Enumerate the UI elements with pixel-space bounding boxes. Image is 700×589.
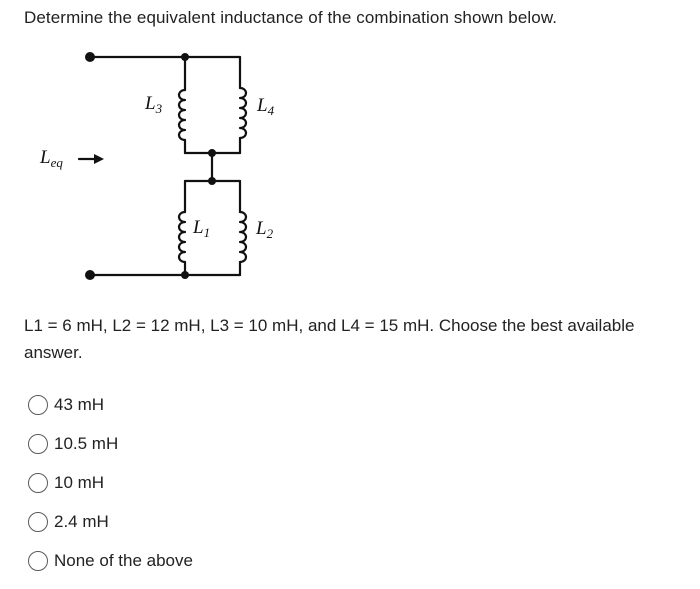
top-junction-node [181,53,189,61]
top-terminal-node [85,52,95,62]
l2-coil [240,212,246,262]
answer-option[interactable] [28,502,193,541]
radio-button[interactable] [28,395,48,415]
radio-button[interactable] [28,434,48,454]
upper-junction-node [208,149,216,157]
answer-option[interactable] [28,385,193,424]
radio-button[interactable] [28,512,48,532]
answer-option-label: 2.4 mH [54,511,109,531]
bottom-terminal-node [85,270,95,280]
question-title: Determine the equivalent inductance of the combination shown below. [24,8,558,27]
l3-label: $L_3$ [145,93,163,116]
lower-junction-node [208,177,216,185]
leq-arrow-head [94,154,104,164]
l1-coil [179,212,185,262]
answer-option[interactable] [28,424,193,463]
answer-option-label: 10 mH [54,472,105,492]
l4-label: $L_4$ [257,95,275,118]
l3-coil [179,90,185,140]
answer-option[interactable] [28,463,193,502]
bottom-junction-node [181,271,189,279]
radio-button[interactable] [28,473,48,493]
l4-coil [240,88,246,138]
answer-option-label: 10.5 mH [54,433,119,453]
answer-option-label: 43 mH [54,394,105,414]
answer-option-label: None of the above [54,550,193,570]
leq-label: $L_{eq}$ [40,147,63,170]
given-values-text: L1 = 6 mH, L2 = 12 mH, L3 = 10 mH, and L4 = 15 mH. Choose the best available answer. [24,316,635,362]
l2-label: $L_2$ [256,218,274,241]
l1-label: $L_1$ [193,217,211,240]
radio-button[interactable] [28,551,48,571]
answer-option[interactable] [28,541,193,580]
answer-options [28,385,193,580]
